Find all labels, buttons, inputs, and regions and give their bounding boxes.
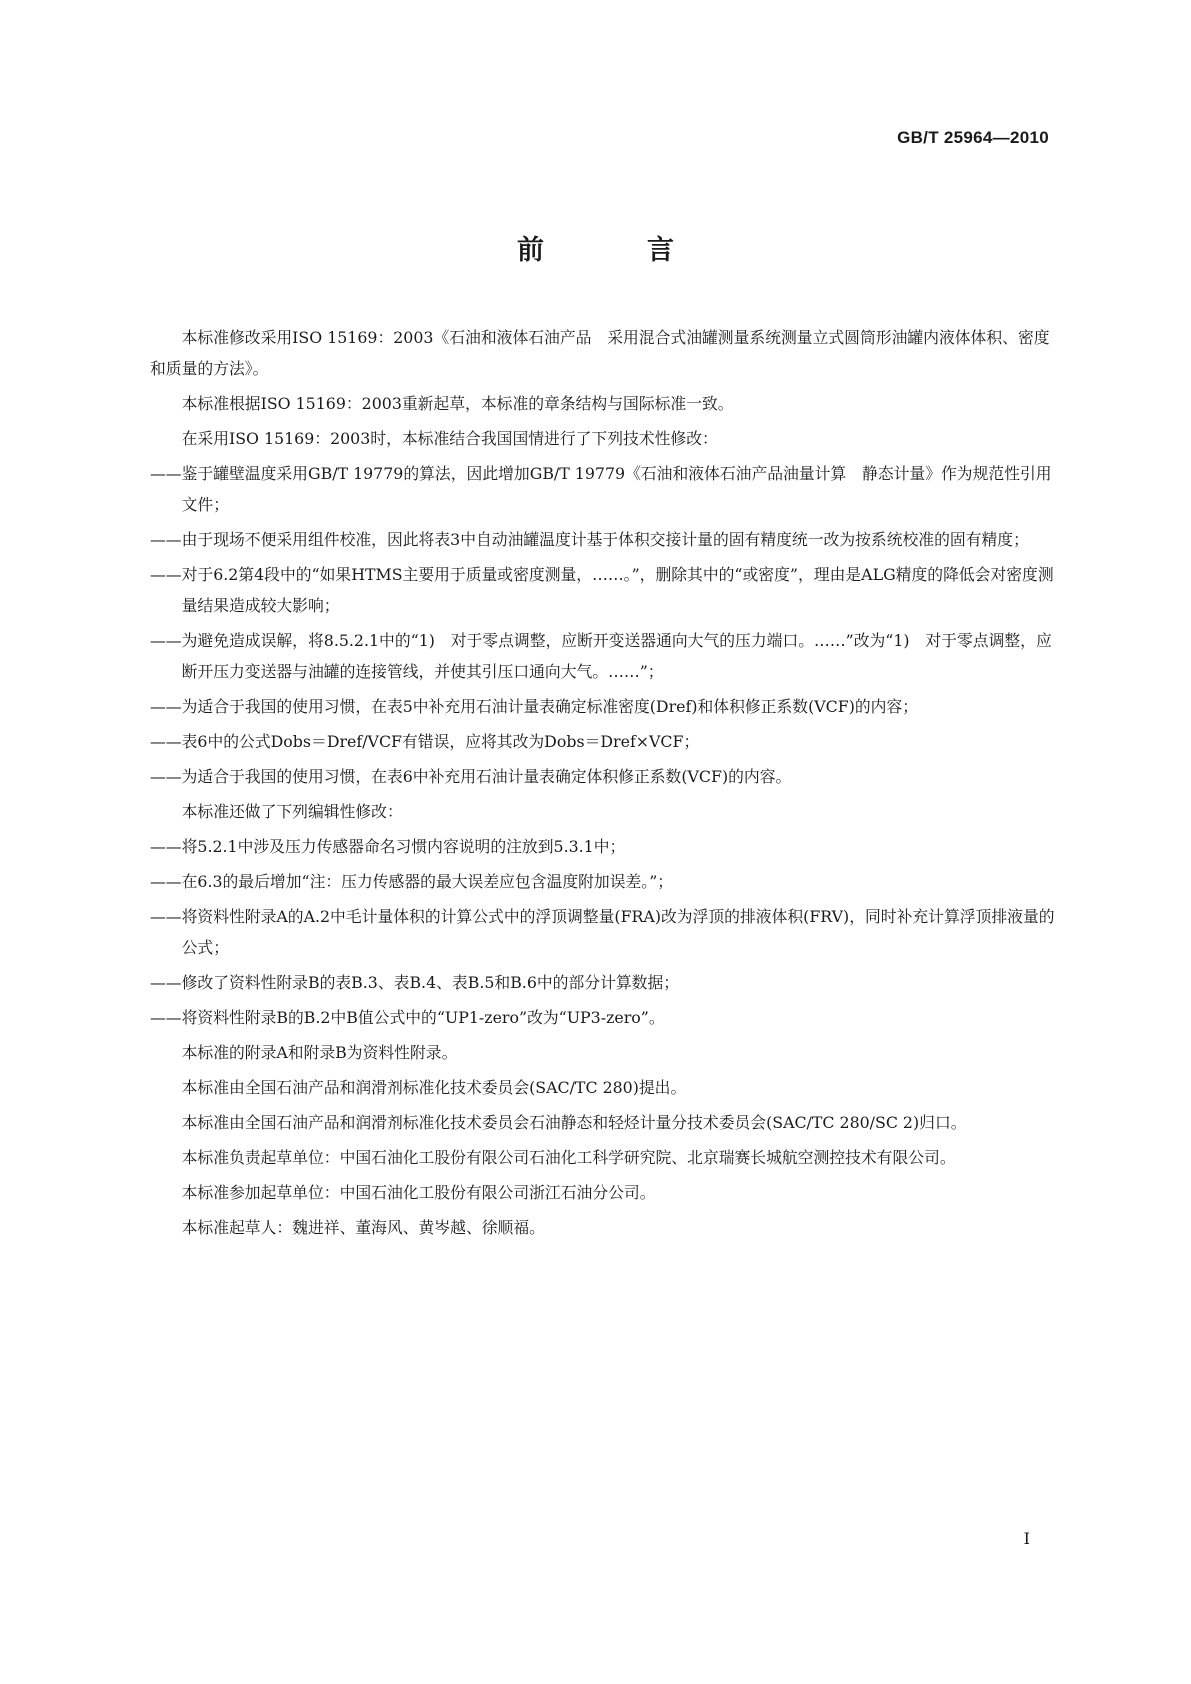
foreword-body <box>150 322 1060 1247</box>
paragraph-drafting-units: 本标准负责起草单位：中国石油化工股份有限公司石油化工科学研究院、北京瑞赛长城航空测控技术有限公司。 <box>181 1148 956 1167</box>
editorial-change-item: —— 修改了资料性附录B的表B.3、表B.4、表B.5和B.6中的部分计算数据； <box>150 967 1060 998</box>
list-dash: —— <box>150 1008 182 1027</box>
technical-change-item: —— 为避免造成误解，将8.5.2.1中的“1) 对于零点调整，应断开变送器通向大气的压力端口。……”改为“1) 对于零点调整，应断开压力变送器与油罐的连接管线，并使其引压口通向大气。……”； <box>150 625 1060 687</box>
paragraph-centralized: 本标准由全国石油产品和润滑剂标准化技术委员会石油静态和轻烃计量分技术委员会(SAC/TC 280/SC 2)归口。 <box>181 1113 967 1132</box>
paragraph-technical-intro: 在采用ISO 15169：2003时，本标准结合我国国情进行了下列技术性修改： <box>181 429 718 448</box>
technical-change-item: —— 为适合于我国的使用习惯，在表5中补充用石油计量表确定标准密度(Dref)和体积修正系数(VCF)的内容； <box>150 691 1060 722</box>
paragraph-annexes: 本标准的附录A和附录B为资料性附录。 <box>181 1043 458 1062</box>
technical-change-item: —— 对于6.2第4段中的“如果HTMS主要用于质量或密度测量，……。”，删除其中的“或密度”，理由是ALG精度的降低会对密度测量结果造成较大影响； <box>150 559 1060 621</box>
editorial-change-item: —— 在6.3的最后增加“注：压力传感器的最大误差应包含温度附加误差。”； <box>150 866 1060 897</box>
document-code: GB/T 25964—2010 <box>897 128 1049 147</box>
list-dash: —— <box>150 837 182 856</box>
paragraph-adoption: 本标准修改采用ISO 15169：2003《石油和液体石油产品 采用混合式油罐测量系统测量立式圆筒形油罐内液体体积、密度和质量的方法》。 <box>150 328 1050 378</box>
editorial-change-item: —— 将资料性附录A的A.2中毛计量体积的计算公式中的浮顶调整量(FRA)改为浮顶的排液体积(FRV)，同时补充计算浮顶排液量的公式； <box>150 901 1060 963</box>
technical-change-item: —— 鉴于罐壁温度采用GB/T 19779的算法，因此增加GB/T 19779《石油和液体石油产品油量计算 静态计量》作为规范性引用文件； <box>150 458 1060 520</box>
paragraph-editorial-intro: 本标准还做了下列编辑性修改： <box>181 802 403 821</box>
editorial-change-item: —— 将资料性附录B的B.2中B值公式中的“UP1-zero”改为“UP3-zero”。 <box>150 1002 1060 1033</box>
list-dash: —— <box>150 697 182 716</box>
paragraph-proposer: 本标准由全国石油产品和润滑剂标准化技术委员会(SAC/TC 280)提出。 <box>181 1078 687 1097</box>
paragraph-drafters: 本标准起草人：魏进祥、董海风、黄岑越、徐顺福。 <box>181 1218 545 1237</box>
list-dash: —— <box>150 872 182 891</box>
list-dash: —— <box>150 767 182 786</box>
list-dash: —— <box>150 907 182 926</box>
list-dash: —— <box>150 530 182 549</box>
technical-change-item: —— 表6中的公式Dobs＝Dref/VCF有错误，应将其改为Dobs＝Dref×VCF； <box>150 726 1060 757</box>
page-number: I <box>1023 1529 1030 1548</box>
editorial-change-item: —— 将5.2.1中涉及压力传感器命名习惯内容说明的注放到5.3.1中； <box>150 831 1060 862</box>
paragraph-structure: 本标准根据ISO 15169：2003重新起草，本标准的章条结构与国际标准一致。 <box>181 394 734 413</box>
technical-change-item: —— 为适合于我国的使用习惯，在表6中补充用石油计量表确定体积修正系数(VCF)的内容。 <box>150 761 1060 792</box>
list-dash: —— <box>150 631 182 650</box>
list-dash: —— <box>150 464 182 483</box>
paragraph-participating-units: 本标准参加起草单位：中国石油化工股份有限公司浙江石油分公司。 <box>181 1183 656 1202</box>
list-dash: —— <box>150 732 182 751</box>
page-title: 前 言 <box>517 235 712 266</box>
technical-change-item: —— 由于现场不便采用组件校准，因此将表3中自动油罐温度计基于体积交接计量的固有精度统一改为按系统校准的固有精度； <box>150 524 1060 555</box>
list-dash: —— <box>150 565 182 584</box>
list-dash: —— <box>150 973 182 992</box>
